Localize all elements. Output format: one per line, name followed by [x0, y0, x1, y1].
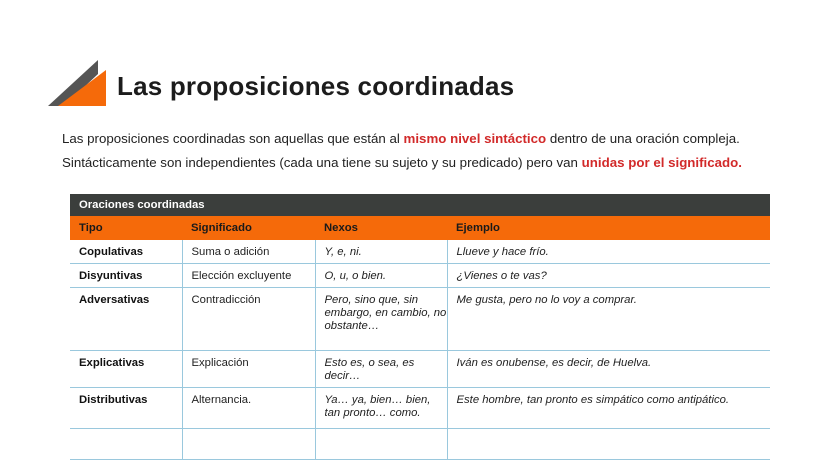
table-caption: Oraciones coordinadas: [70, 194, 770, 216]
cell-nexos: Ya… ya, bien… bien, tan pronto… como.: [315, 388, 447, 429]
cell-significado: Explicación: [182, 351, 315, 388]
cell-tipo: Adversativas: [70, 288, 182, 351]
para2-text: Sintácticamente son independientes (cada una tiene su sujeto y su predicado) pero van: [62, 155, 582, 170]
table-row: [70, 264, 770, 288]
cell-significado: Alternancia.: [182, 388, 315, 429]
cell-nexos: O, u, o bien.: [315, 264, 447, 288]
header-tipo: Tipo: [70, 216, 182, 240]
cell-significado: Suma o adición: [182, 240, 315, 264]
table-row: [70, 388, 770, 429]
table-row-empty: [70, 429, 770, 460]
header-nexos: Nexos: [315, 216, 447, 240]
table-row: [70, 288, 770, 351]
cell-nexos: Pero, sino que, sin embargo, en cambio, no obstante…: [315, 288, 447, 351]
intro-paragraph-2: [62, 155, 742, 170]
coordinated-sentences-table: [70, 194, 770, 460]
cell-significado: Elección excluyente: [182, 264, 315, 288]
para1-text-end: dentro de una oración compleja.: [546, 131, 740, 146]
cell-nexos: Y, e, ni.: [315, 240, 447, 264]
para1-highlight: mismo nivel sintáctico: [403, 131, 547, 146]
para2-highlight: unidas por el significado.: [581, 155, 742, 170]
page-title: Las proposiciones coordinadas: [117, 71, 515, 101]
para1-text: Las proposiciones coordinadas son aquellas que están al: [62, 131, 404, 146]
title-logo-icon: [48, 60, 106, 106]
cell-ejemplo: Iván es onubense, es decir, de Huelva.: [447, 351, 770, 388]
intro-paragraph-1: [62, 131, 740, 146]
cell-ejemplo: Me gusta, pero no lo voy a comprar.: [447, 288, 770, 351]
table-row: [70, 351, 770, 388]
cell-tipo: Copulativas: [70, 240, 182, 264]
cell-ejemplo: Este hombre, tan pronto es simpático como antipático.: [447, 388, 770, 429]
cell-ejemplo: ¿Vienes o te vas?: [447, 264, 770, 288]
header-significado: Significado: [182, 216, 315, 240]
table-row: [70, 240, 770, 264]
cell-significado: Contradicción: [182, 288, 315, 351]
cell-nexos: Esto es, o sea, es decir…: [315, 351, 447, 388]
cell-tipo: Disyuntivas: [70, 264, 182, 288]
cell-tipo: Distributivas: [70, 388, 182, 429]
cell-tipo: Explicativas: [70, 351, 182, 388]
header-ejemplo: Ejemplo: [447, 216, 770, 240]
cell-ejemplo: Llueve y hace frío.: [447, 240, 770, 264]
